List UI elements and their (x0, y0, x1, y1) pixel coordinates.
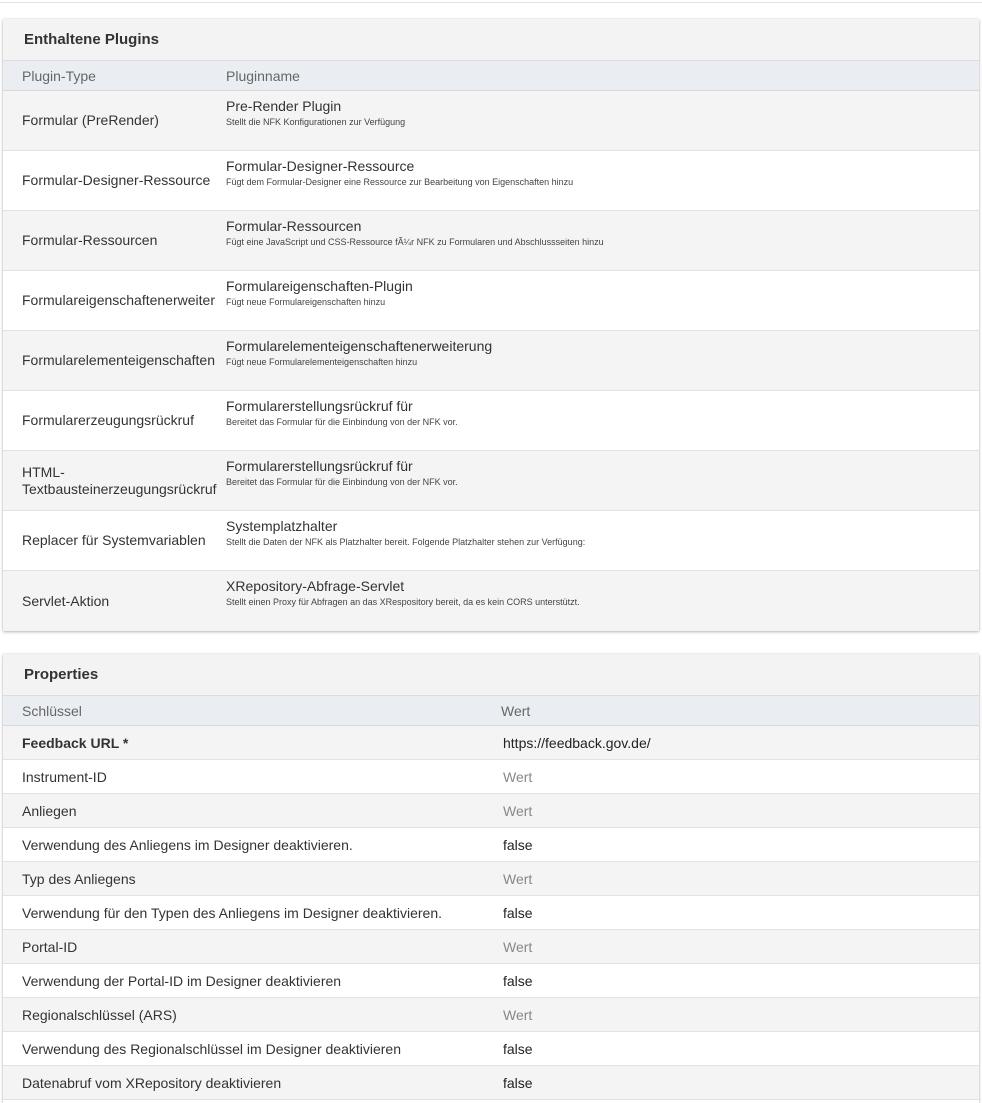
plugin-row[interactable] (3, 271, 979, 331)
plugin-row[interactable] (3, 331, 979, 391)
plugin-description: Stellt einen Proxy für Abfragen an das XRespository bereit, da es kein CORS unterstützt. (226, 597, 580, 607)
plugin-type-cell: Formular-Designer-Ressource (22, 172, 211, 188)
plugins-panel-title: Enthaltene Plugins (3, 19, 979, 61)
property-key: Verwendung des Anliegens im Designer deaktivieren. (22, 836, 353, 853)
property-value[interactable]: false (503, 1040, 533, 1057)
property-value[interactable]: Wert (503, 1006, 533, 1023)
plugin-description: Fügt neue Formularelementeigenschaften hinzu (226, 357, 418, 367)
column-plugin-type: Plugin-Type (22, 67, 96, 84)
property-row[interactable] (3, 1032, 979, 1066)
property-key: Anliegen (22, 802, 77, 819)
plugin-type-cell: HTML-Textbausteinerzeugungsrückruf (22, 463, 217, 497)
plugin-description: Fügt eine JavaScript und CSS-Ressource fÃ¼r NFK zu Formularen und Abschlussseiten hinzu (226, 237, 604, 247)
property-row[interactable] (3, 828, 979, 862)
plugin-description: Bereitet das Formular für die Einbindung von der NFK vor. (226, 417, 458, 427)
plugin-name-cell (226, 91, 966, 129)
plugin-row[interactable] (3, 451, 979, 511)
plugin-name: Formularerstellungsrückruf für (226, 398, 413, 414)
plugin-name: Formularerstellungsrückruf für (226, 458, 413, 474)
property-value[interactable]: false (503, 904, 533, 921)
plugin-description: Fügt neue Formulareigenschaften hinzu (226, 297, 386, 307)
plugin-description: Stellt die Daten der NFK als Platzhalter bereit. Folgende Platzhalter stehen zur Verfügung: (226, 537, 586, 547)
plugin-description: Stellt die NFK Konfigurationen zur Verfügung (226, 117, 406, 127)
plugin-name: Formulareigenschaften-Plugin (226, 278, 413, 294)
property-row[interactable] (3, 726, 979, 760)
property-row[interactable] (3, 964, 979, 998)
property-key: Portal-ID (22, 938, 78, 955)
plugin-name-cell (226, 151, 966, 189)
property-key: Instrument-ID (22, 768, 107, 785)
property-row[interactable] (3, 862, 979, 896)
property-value[interactable]: false (503, 1074, 533, 1091)
plugin-type-cell: Formular-Ressourcen (22, 232, 158, 248)
properties-column-header (3, 696, 979, 726)
plugin-name: XRepository-Abfrage-Servlet (226, 578, 405, 594)
property-value[interactable]: Wert (503, 938, 533, 955)
property-value[interactable]: Wert (503, 870, 533, 887)
plugin-row[interactable] (3, 151, 979, 211)
plugin-name-cell (226, 211, 966, 249)
property-key: Verwendung der Portal-ID im Designer deaktivieren (22, 972, 342, 989)
plugin-row[interactable] (3, 91, 979, 151)
property-row[interactable] (3, 896, 979, 930)
plugin-row[interactable] (3, 571, 979, 631)
property-value[interactable]: false (503, 836, 533, 853)
property-key: Verwendung des Regionalschlüssel im Designer deaktivieren (22, 1040, 401, 1057)
plugin-type-cell: Replacer für Systemvariablen (22, 532, 206, 548)
plugin-name-cell (226, 331, 966, 369)
plugin-name: Systemplatzhalter (226, 518, 338, 534)
property-key: Feedback URL * (22, 734, 129, 751)
property-key: Datenabruf vom XRepository deaktivieren (22, 1074, 282, 1091)
plugin-name-cell (226, 571, 966, 609)
plugin-type-cell: Formularelementeigenschaften (22, 352, 215, 368)
plugin-type-cell: Formulareigenschaftenerweiter (22, 292, 215, 308)
plugin-row[interactable] (3, 391, 979, 451)
plugin-type-cell: Formularerzeugungsrückruf (22, 412, 194, 428)
plugin-name: Formularelementeigenschaftenerweiterung (226, 338, 493, 354)
plugin-row[interactable] (3, 211, 979, 271)
property-value[interactable]: Wert (503, 768, 533, 785)
plugin-description: Fügt dem Formular-Designer eine Ressource zur Bearbeitung von Eigenschaften hinzu (226, 177, 574, 187)
column-value: Wert (501, 702, 531, 719)
property-row[interactable] (3, 1066, 979, 1100)
properties-panel (3, 654, 979, 1103)
plugins-panel (3, 19, 979, 631)
plugin-name-cell (226, 451, 966, 489)
properties-panel-title: Properties (3, 654, 979, 696)
property-value[interactable]: Wert (503, 802, 533, 819)
properties-table-body (3, 726, 979, 1100)
column-plugin-name: Pluginname (226, 67, 300, 84)
top-divider (0, 2, 982, 3)
plugin-name-cell (226, 511, 966, 549)
property-row[interactable] (3, 998, 979, 1032)
property-row[interactable] (3, 794, 979, 828)
plugins-table-body (3, 91, 979, 631)
property-key: Typ des Anliegens (22, 870, 136, 887)
plugin-type-cell: Servlet-Aktion (22, 592, 110, 609)
property-row[interactable] (3, 930, 979, 964)
property-key: Verwendung für den Typen des Anliegens im Designer deaktivieren. (22, 904, 443, 921)
plugin-row[interactable] (3, 511, 979, 571)
plugin-name: Pre-Render Plugin (226, 98, 342, 114)
plugin-description: Bereitet das Formular für die Einbindung von der NFK vor. (226, 477, 458, 487)
property-row[interactable] (3, 760, 979, 794)
column-key: Schlüssel (22, 702, 82, 719)
plugin-name-cell (226, 391, 966, 429)
plugin-name: Formular-Designer-Ressource (226, 158, 415, 174)
property-key: Regionalschlüssel (ARS) (22, 1006, 177, 1023)
plugin-name-cell (226, 271, 966, 309)
plugins-column-header (3, 61, 979, 91)
plugin-name: Formular-Ressourcen (226, 218, 362, 234)
plugin-type-cell: Formular (PreRender) (22, 112, 159, 128)
property-value[interactable]: https://feedback.gov.de/ (503, 734, 651, 751)
property-value[interactable]: false (503, 972, 533, 989)
